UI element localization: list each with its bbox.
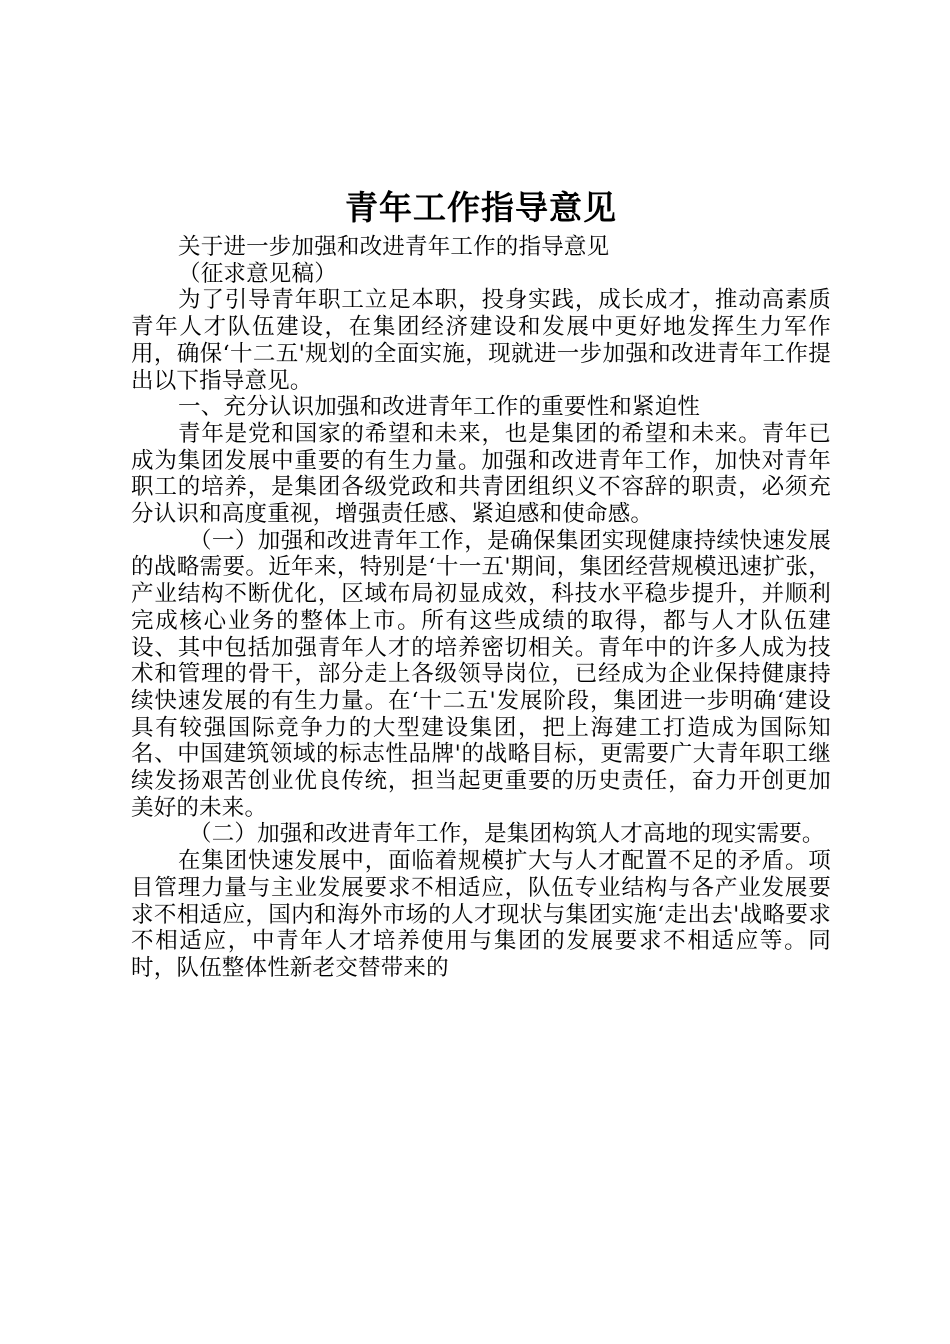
body-paragraph-continued: 在集团快速发展中，面临着规模扩大与人才配置不足的矛盾。项目管理力量与主业发展要求不相适应，队伍专业结构与各产业发展要求不相适应，国内和海外市场的人才现状与集团实施‘走出去'战略要求不相适应，中青年人才培养使用与集团的发展要求不相适应等。同时，队伍整体性新老交替带来的 (131, 848, 831, 981)
section-heading-1: 一、充分认识加强和改进青年工作的重要性和紧迫性 (178, 394, 701, 421)
document-title: 青年工作指导意见 (345, 188, 617, 227)
document-page (131, 186, 831, 982)
subtitle: 关于进一步加强和改进青年工作的指导意见 (178, 234, 610, 260)
intro-paragraph: 为了引导青年职工立足本职，投身实践，成长成才，推动高素质青年人才队伍建设，在集团经济建设和发展中更好地发挥生力军作用，确保‘十二五'规划的全面实施，现就进一步加强和改进青年工作提出以下指导意见。 (131, 287, 831, 394)
subsection-2-heading: （二）加强和改进青年工作，是集团构筑人才高地的现实需要。 (189, 821, 825, 848)
draft-note: （征求意见稿） (178, 260, 337, 287)
subsection-1-paragraph: （一）加强和改进青年工作，是确保集团实现健康持续快速发展的战略需要。近年来，特别是‘十一五'期间，集团经营规模迅速扩张，产业结构不断优化，区域布局初显成效，科技水平稳步提升，并顺利完成核心业务的整体上市。所有这些成绩的取得，都与人才队伍建设、其中包括加强青年人才的培养密切相关。青年中的许多人成为技术和管理的骨干，部分走上各级领导岗位，已经成为企业保持健康持续快速发展的有生力量。在‘十二五'发展阶段，集团进一步明确‘建设具有较强国际竞争力的大型建设集团，把上海建工打造成为国际知名、中国建筑领域的标志性品牌'的战略目标，更需要广大青年职工继续发扬艰苦创业优良传统，担当起更重要的历史责任，奋力开创更加美好的未来。 (131, 527, 831, 821)
body-paragraph: 青年是党和国家的希望和未来，也是集团的希望和未来。青年已成为集团发展中重要的有生力量。加强和改进青年工作，加快对青年职工的培养，是集团各级党政和共青团组织义不容辞的职责，必须充分认识和高度重视，增强责任感、紧迫感和使命感。 (131, 420, 831, 528)
